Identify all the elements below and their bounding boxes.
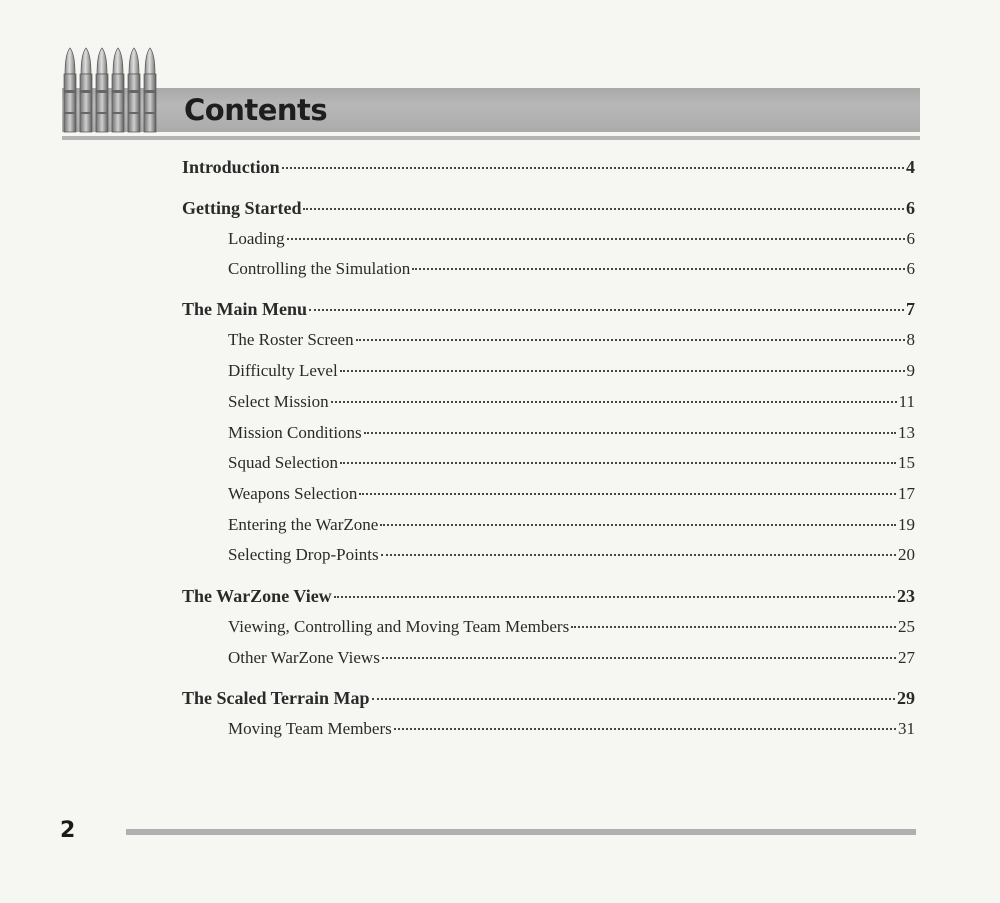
toc-entry-other-warzone-views [228, 646, 915, 670]
dot-leader [382, 657, 896, 659]
toc-entry-title: Select Mission [228, 392, 329, 411]
toc-entry-title: Getting Started [182, 198, 302, 218]
toc-entry-page: 6 [906, 198, 915, 218]
toc-entry-title: Selecting Drop-Points [228, 545, 379, 564]
toc-entry-page: 20 [898, 545, 915, 564]
toc-entry-warzone-view [182, 584, 915, 608]
dot-leader [364, 432, 896, 434]
dot-leader [571, 626, 896, 628]
toc-entry-page: 29 [897, 688, 915, 708]
toc-entry-controlling-the-simulation [228, 257, 915, 281]
toc-entry-title: Entering the WarZone [228, 515, 379, 534]
toc-entry-mission-conditions [228, 421, 915, 445]
toc-entry-title: Viewing, Controlling and Moving Team Members [228, 617, 570, 636]
toc-entry-title: The WarZone View [182, 586, 332, 606]
dot-leader [287, 238, 905, 240]
dot-leader [340, 462, 896, 464]
page-title: Contents [184, 93, 328, 127]
dot-leader [381, 554, 896, 556]
dot-leader [334, 596, 895, 598]
dot-leader [394, 728, 896, 730]
toc-entry-title: The Scaled Terrain Map [182, 688, 370, 708]
toc-entry-page: 27 [898, 648, 915, 667]
toc-entry-squad-selection [228, 451, 915, 475]
toc-entry-title: The Roster Screen [228, 330, 354, 349]
dot-leader [372, 698, 895, 700]
toc-entry-page: 8 [906, 330, 915, 349]
toc-entry-scaled-terrain-map [182, 686, 915, 710]
toc-entry-title: Weapons Selection [228, 484, 358, 503]
dot-leader [309, 309, 904, 311]
toc-entry-getting-started [182, 196, 915, 220]
toc-entry-page: 25 [898, 617, 915, 636]
dot-leader [412, 268, 904, 270]
toc-entry-weapons-selection [228, 482, 915, 506]
toc-entry-page: 7 [906, 299, 915, 319]
toc-entry-main-menu [182, 297, 915, 321]
toc-entry-page: 17 [898, 484, 915, 503]
toc-entry-title: Loading [228, 229, 285, 248]
toc-entry-selecting-drop-points [228, 543, 915, 567]
dot-leader [359, 493, 896, 495]
dot-leader [303, 208, 904, 210]
toc-entry-entering-the-warzone [228, 513, 915, 537]
toc-entry-title: Other WarZone Views [228, 648, 380, 667]
toc-entry-page: 6 [906, 259, 915, 278]
dot-leader [282, 167, 904, 169]
footer-divider [126, 829, 916, 835]
toc-entry-title: Difficulty Level [228, 361, 338, 380]
toc-entry-page: 13 [898, 423, 915, 442]
toc-entry-title: The Main Menu [182, 299, 308, 319]
toc-entry-page: 23 [897, 586, 915, 606]
dot-leader [356, 339, 905, 341]
page-number: 2 [60, 818, 76, 843]
toc-entry-page: 4 [906, 157, 915, 177]
toc-entry-viewing-controlling-moving [228, 615, 915, 639]
dot-leader [340, 370, 905, 372]
toc-entry-title: Moving Team Members [228, 719, 392, 738]
toc-entry-page: 15 [898, 453, 915, 472]
toc-entry-roster-screen [228, 328, 915, 352]
toc-entry-moving-team-members [228, 717, 915, 741]
toc-entry-introduction [182, 155, 915, 179]
toc-entry-page: 19 [898, 515, 915, 534]
toc-entry-loading [228, 227, 915, 251]
toc-entry-title: Mission Conditions [228, 423, 362, 442]
toc-entry-page: 31 [898, 719, 915, 738]
toc-entry-page: 9 [906, 361, 915, 380]
toc-entry-difficulty-level [228, 359, 915, 383]
toc-entry-page: 11 [898, 392, 915, 411]
toc-entry-title: Introduction [182, 157, 280, 177]
dot-leader [380, 524, 896, 526]
dot-leader [331, 401, 897, 403]
toc-entry-title: Squad Selection [228, 453, 339, 472]
toc-entry-page: 6 [906, 229, 915, 248]
toc-entry-select-mission [228, 390, 915, 414]
toc-entry-title: Controlling the Simulation [228, 259, 411, 278]
